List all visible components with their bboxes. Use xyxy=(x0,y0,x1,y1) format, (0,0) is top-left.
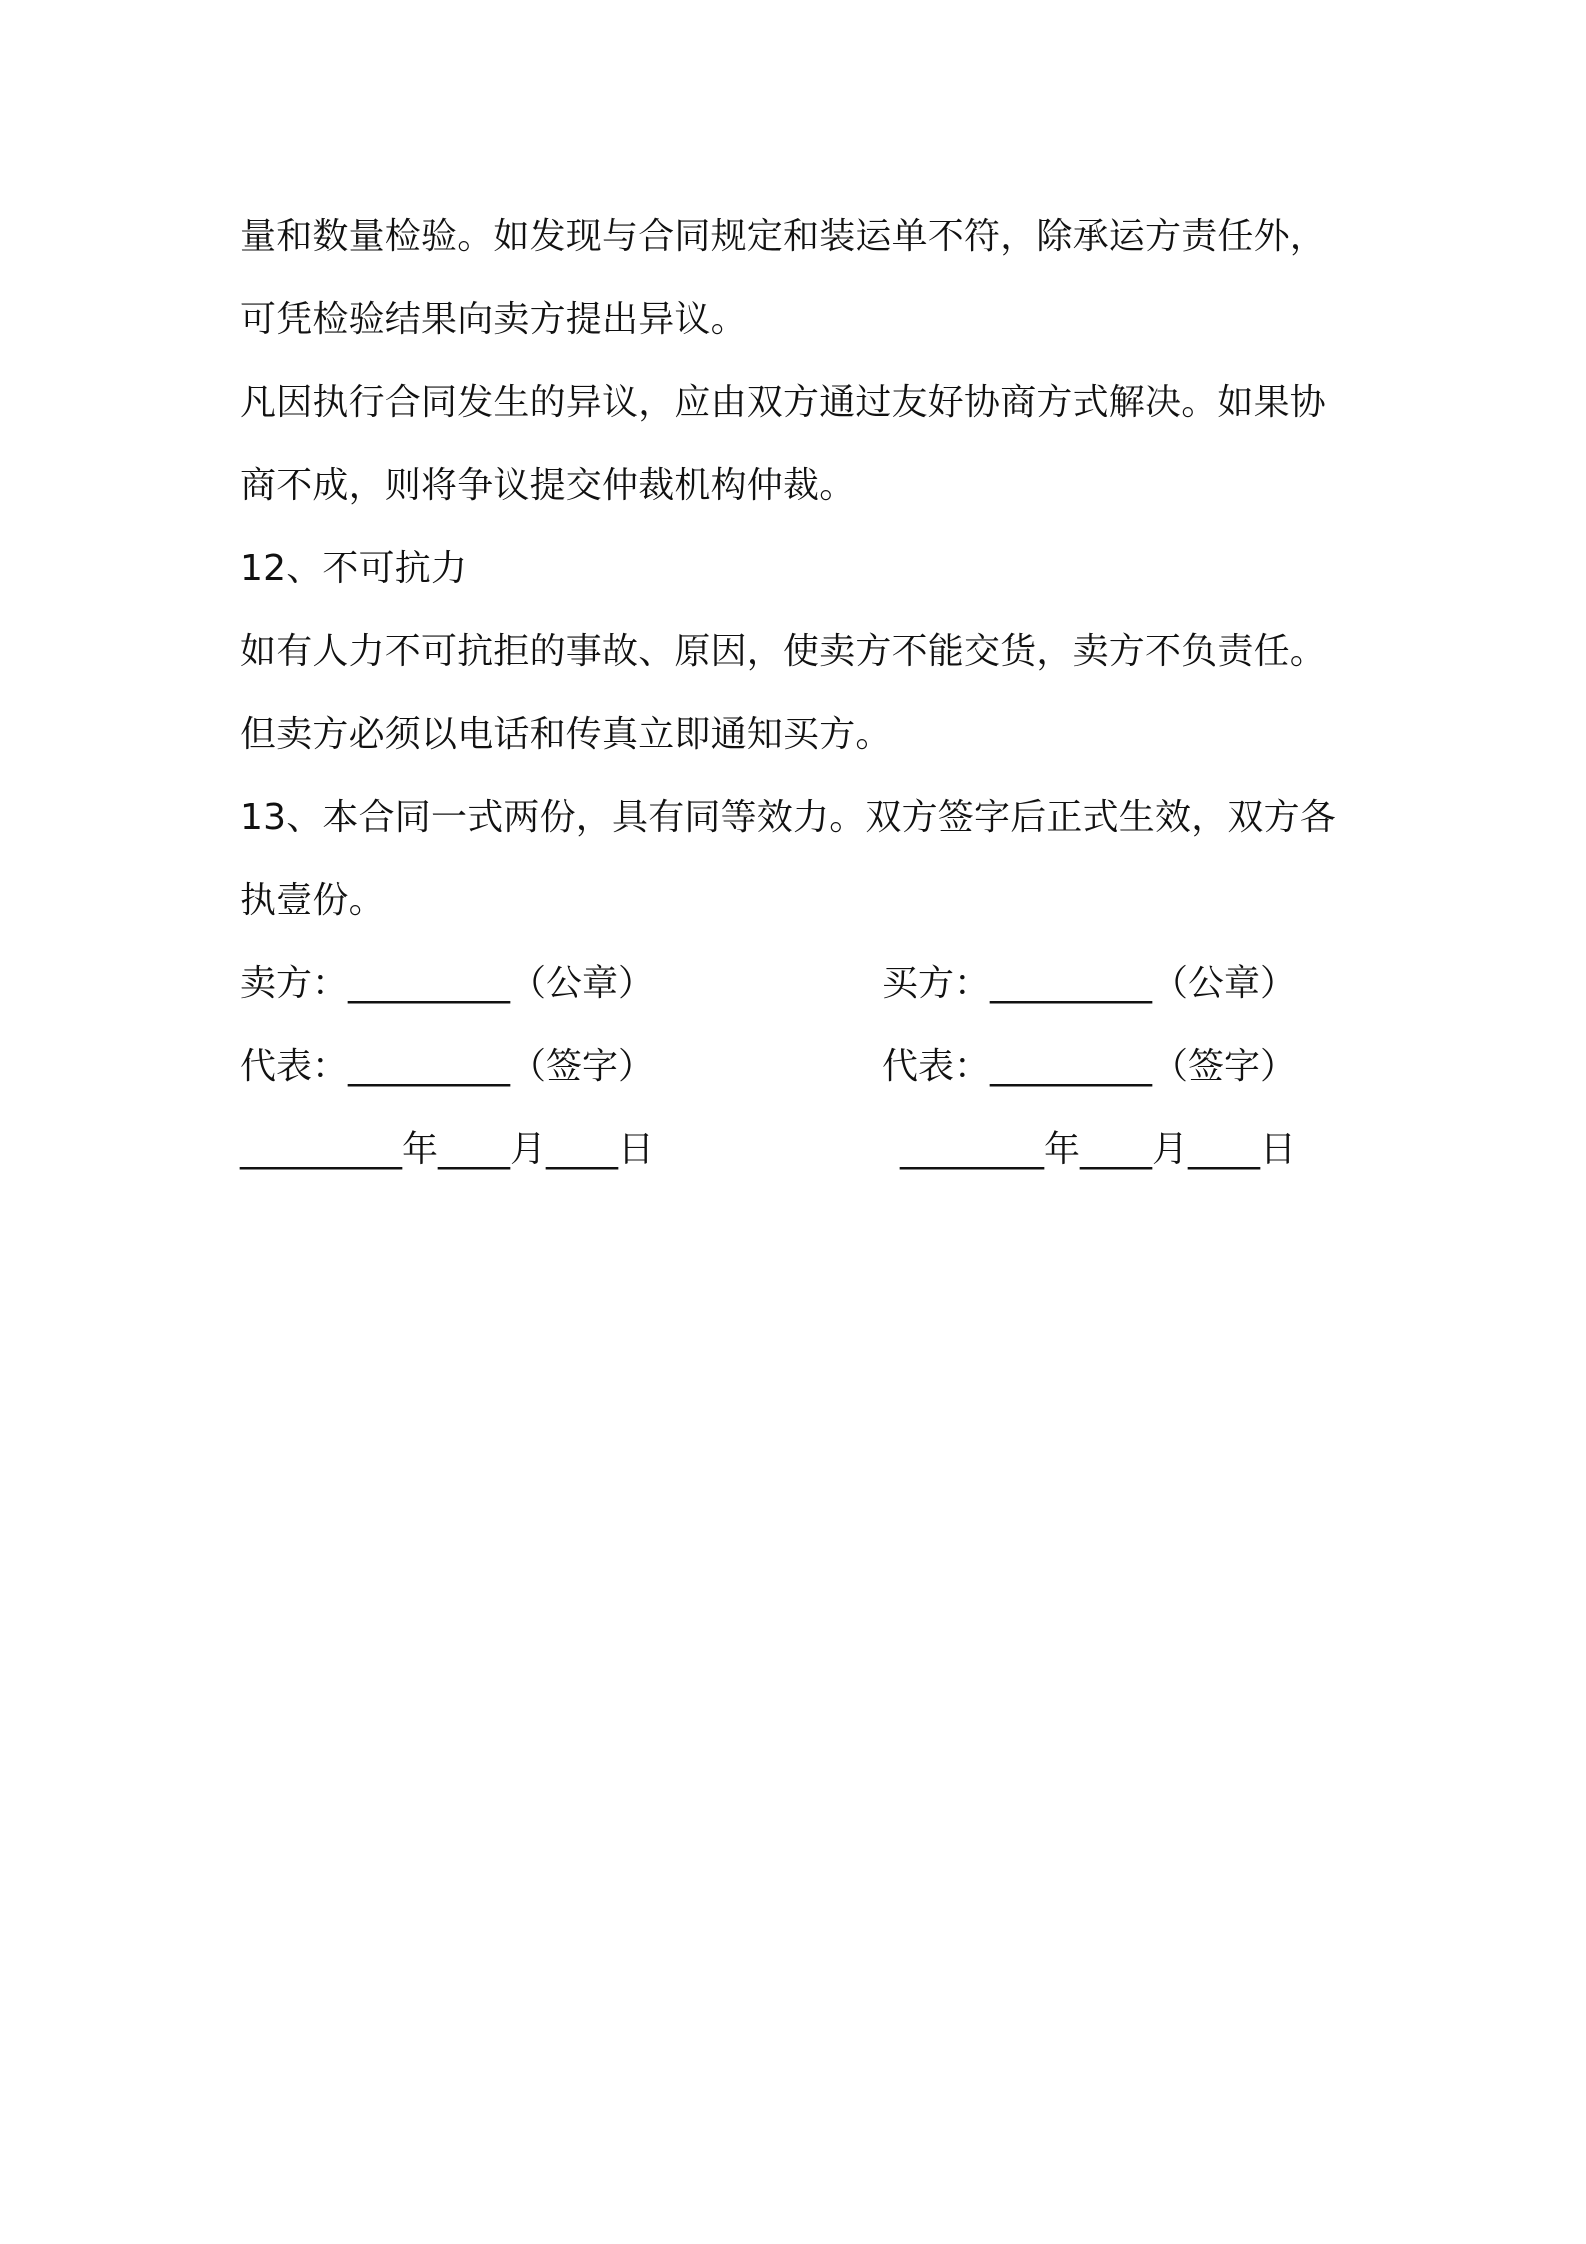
seller-seal-line: 卖方：_________（公章） xyxy=(240,963,655,1004)
signature-row-date xyxy=(240,1108,1360,1191)
paragraph-line: 如有人力不可抗拒的事故、原因，使卖方不能交货，卖方不负责任。 xyxy=(240,631,1327,672)
buyer-seal-line: 买方：_________（公章） xyxy=(882,963,1297,1004)
buyer-representative-line: 代表：_________（签字） xyxy=(882,1046,1297,1087)
paragraph-line: 凡因执行合同发生的异议，应由双方通过友好协商方式解决。如果协 xyxy=(240,382,1327,423)
paragraph-line: 可凭检验结果向卖方提出异议。 xyxy=(240,299,747,340)
section-heading-force-majeure: 12、不可抗力 xyxy=(240,548,468,589)
paragraph-line: 量和数量检验。如发现与合同规定和装运单不符，除承运方责任外， xyxy=(240,216,1327,257)
signature-row-party xyxy=(240,942,1360,1025)
paragraph-line: 13、本合同一式两份，具有同等效力。双方签字后正式生效，双方各 xyxy=(240,797,1337,838)
buyer-date-line: ________年____月____日 xyxy=(900,1129,1296,1170)
paragraph-line: 执壹份。 xyxy=(240,880,385,921)
seller-representative-line: 代表：_________（签字） xyxy=(240,1046,655,1087)
paragraph-line: 但卖方必须以电话和传真立即通知买方。 xyxy=(240,714,892,755)
seller-date-line: _________年____月____日 xyxy=(240,1129,654,1170)
signature-row-representative xyxy=(240,1025,1360,1108)
paragraph-line: 商不成，则将争议提交仲裁机构仲裁。 xyxy=(240,465,856,506)
document-body xyxy=(240,195,1360,1191)
